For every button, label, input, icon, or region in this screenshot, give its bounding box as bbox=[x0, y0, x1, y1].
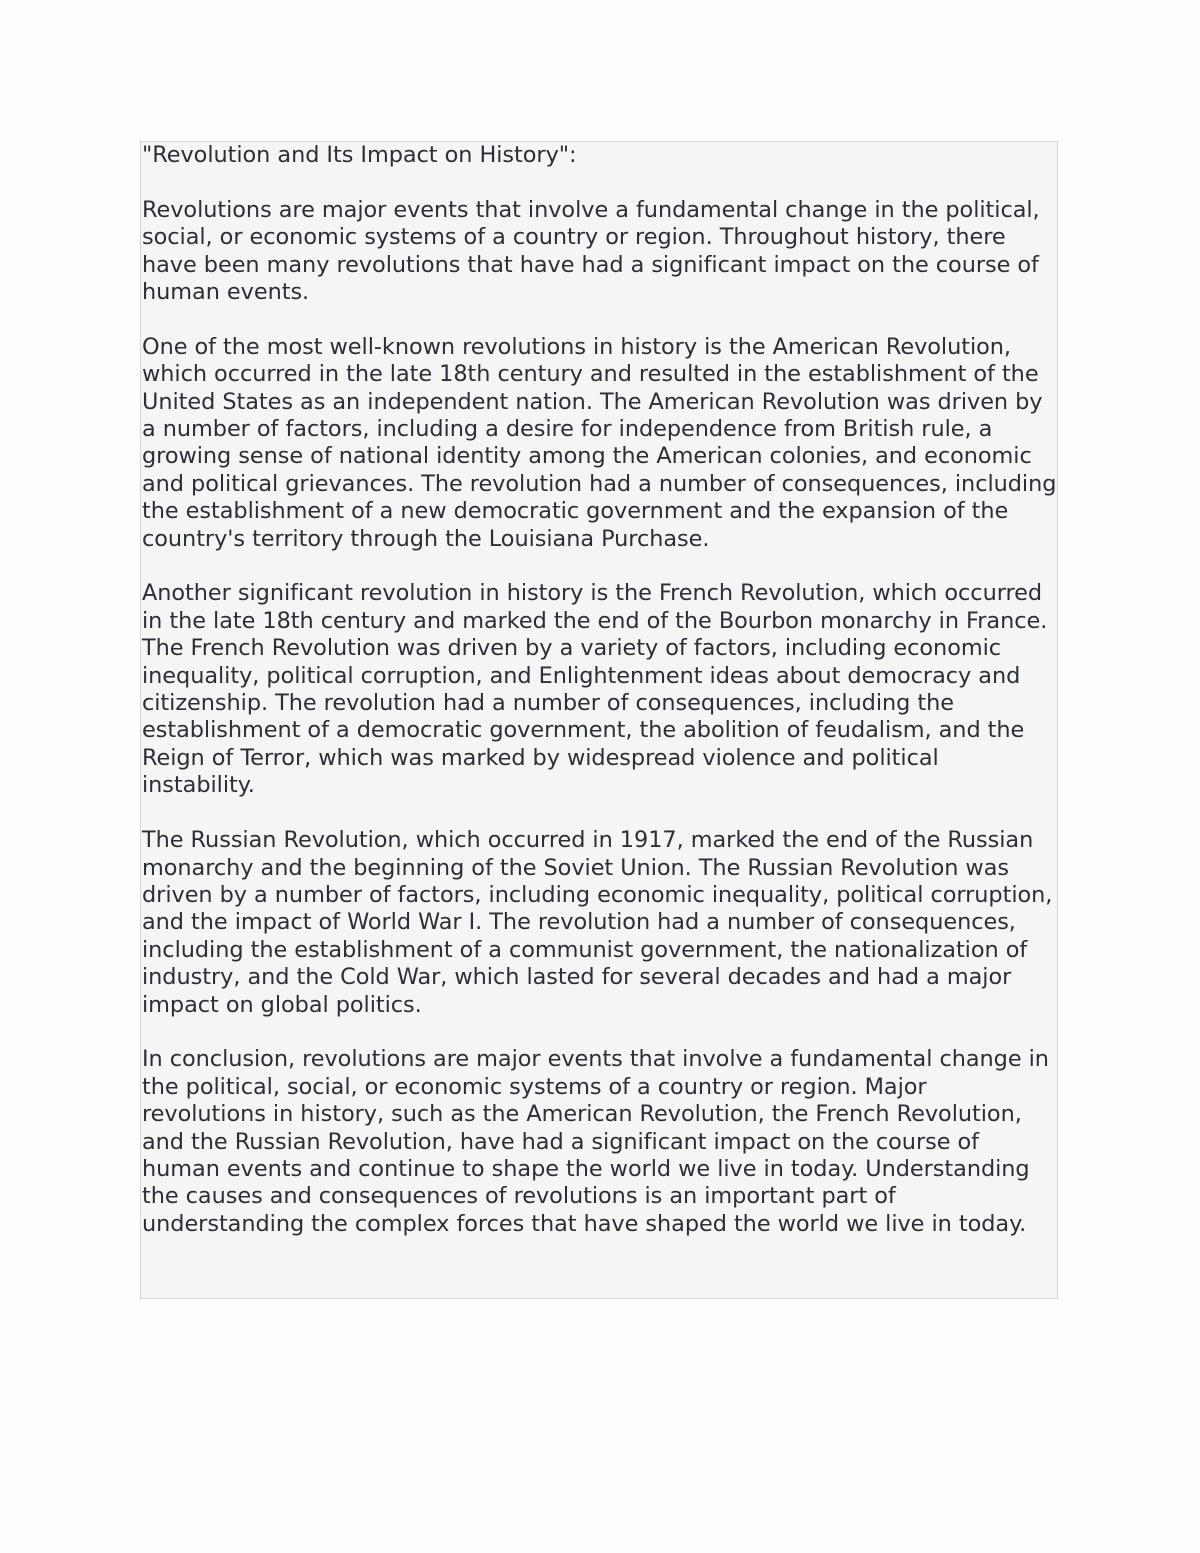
essay-paragraph-intro: Revolutions are major events that involve a fundamental change in the political, social, or economic systems of a country or region. Throughout history, there have been many revolutions that have had a significant impact on the course of human events. bbox=[142, 196, 1047, 306]
essay-text-box bbox=[140, 141, 1064, 1299]
essay-paragraph-french-revolution: Another significant revolution in history is the French Revolution, which occurred in the late 18th century and marked the end of the Bourbon monarchy in France. The French Revolution was driven by a variety of factors, including economic inequality, political corruption, and Enlightenment ideas about democracy and citizenship. The revolution had a number of consequences, including the establishment of a democratic government, the abolition of feudalism, and the Reign of Terror, which was marked by widespread violence and political instability. bbox=[142, 580, 1055, 799]
essay-paragraph-russian-revolution: The Russian Revolution, which occurred in 1917, marked the end of the Russian monarchy and the beginning of the Soviet Union. The Russian Revolution was driven by a number of factors, including economic inequality, political corruption, and the impact of World War I. The revolution had a number of consequences, including the establishment of a communist government, the nationalization of industry, and the Cold War, which lasted for several decades and had a major impact on global politics. bbox=[142, 827, 1060, 1018]
essay-paragraph-conclusion: In conclusion, revolutions are major events that involve a fundamental change in the political, social, or economic systems of a country or region. Major revolutions in history, such as the American Revolution, the French Revolution, and the Russian Revolution, have had a significant impact on the course of human events and continue to shape the world we live in today. Understanding the causes and consequences of revolutions is an important part of understanding the complex forces that have shaped the world we live in today. bbox=[142, 1046, 1056, 1237]
essay-paragraph-american-revolution: One of the most well-known revolutions in history is the American Revolution, which occurred in the late 18th century and resulted in the establishment of the United States as an independent nation. The American Revolution was driven by a number of factors, including a desire for independence from British rule, a growing sense of national identity among the American colonies, and economic and political grievances. The revolution had a number of consequences, including the establishment of a new democratic government and the expansion of the country's territory through the Louisiana Purchase. bbox=[142, 333, 1064, 552]
essay-title: "Revolution and Its Impact on History": bbox=[142, 142, 577, 168]
